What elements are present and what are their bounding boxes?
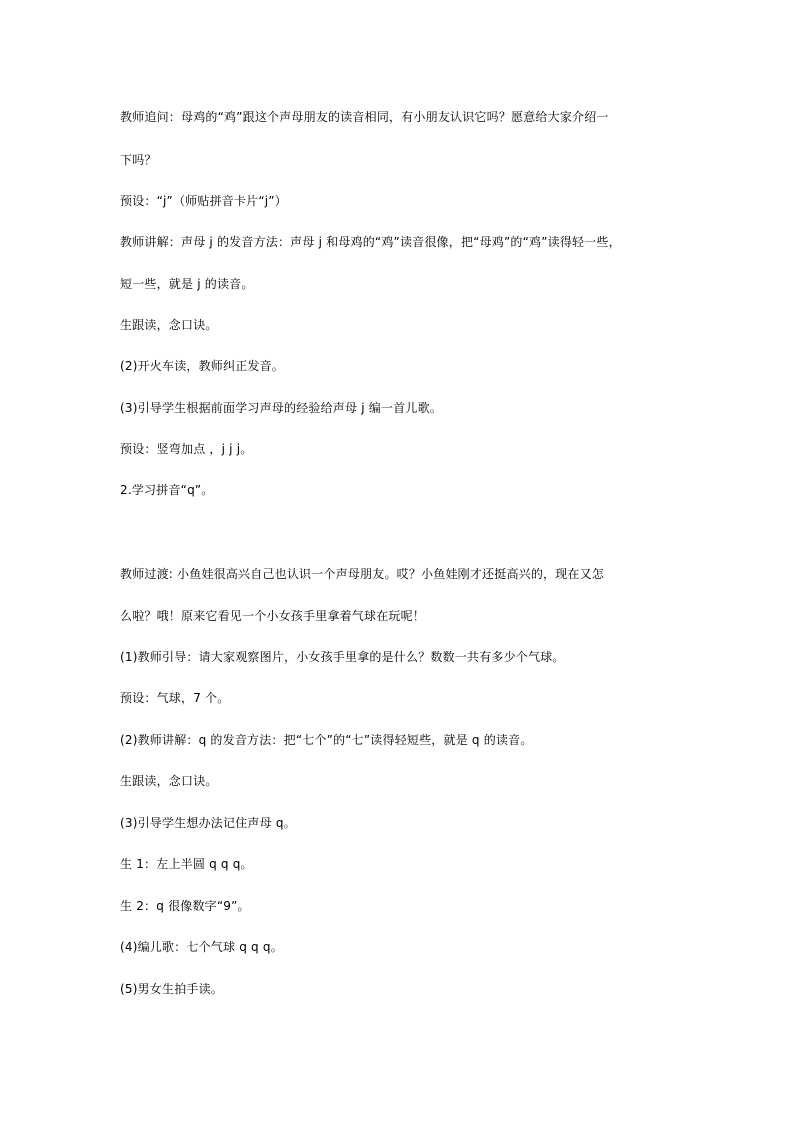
section-heading: 2.学习拼音“q”。: [120, 483, 214, 497]
paragraph-line: 么啦？哦！原来它看见一个小女孩手里拿着气球在玩呢！: [120, 609, 426, 623]
paragraph-line: (2)开火车读，教师纠正发音。: [120, 359, 284, 373]
paragraph-line: (2)教师讲解：q 的发音方法：把“七个”的“七”读得轻短些，就是 q 的读音。: [120, 733, 533, 747]
paragraph-line: 下吗？: [120, 153, 157, 167]
paragraph-line: 教师追问：母鸡的“鸡”跟这个声母朋友的读音相同，有小朋友认识它吗？愿意给大家介绍一: [120, 110, 609, 124]
paragraph-line: 生跟读，念口诀。: [120, 774, 218, 788]
paragraph-line: 教师过渡: 小鱼娃很高兴自己也认识一个声母朋友。哎？小鱼娃刚才还挺高兴的，现在又怎: [120, 567, 605, 581]
paragraph-line: 预设：气球，7 个。: [120, 691, 230, 705]
paragraph-line: 预设：“j”（师贴拼音卡片“j”）: [120, 194, 287, 208]
paragraph-line: (3)引导学生想办法记住声母 q。: [120, 816, 296, 830]
paragraph-line: 短一些，就是 j 的读音。: [120, 277, 254, 291]
paragraph-line: 生跟读，念口诀。: [120, 318, 218, 332]
paragraph-line: 生 1：左上半圆 q q q。: [120, 857, 253, 871]
paragraph-line: 生 2：q 很像数字“9”。: [120, 899, 250, 913]
paragraph-line: 预设：竖弯加点 ，j j j。: [120, 442, 253, 456]
paragraph-line: (3)引导学生根据前面学习声母的经验给声母 j 编一首儿歌。: [120, 401, 442, 415]
paragraph-line: (5)男女生拍手读。: [120, 982, 223, 996]
paragraph-line: (1)教师引导：请大家观察图片，小女孩手里拿的是什么？数数一共有多少个气球。: [120, 650, 565, 664]
paragraph-line: (4)编儿歌：七个气球 q q q。: [120, 940, 283, 954]
paragraph-line: 教师讲解：声母 j 的发音方法：声母 j 和母鸡的“鸡”读音很像，把“母鸡”的“鸡”读得轻一些，: [120, 235, 621, 249]
